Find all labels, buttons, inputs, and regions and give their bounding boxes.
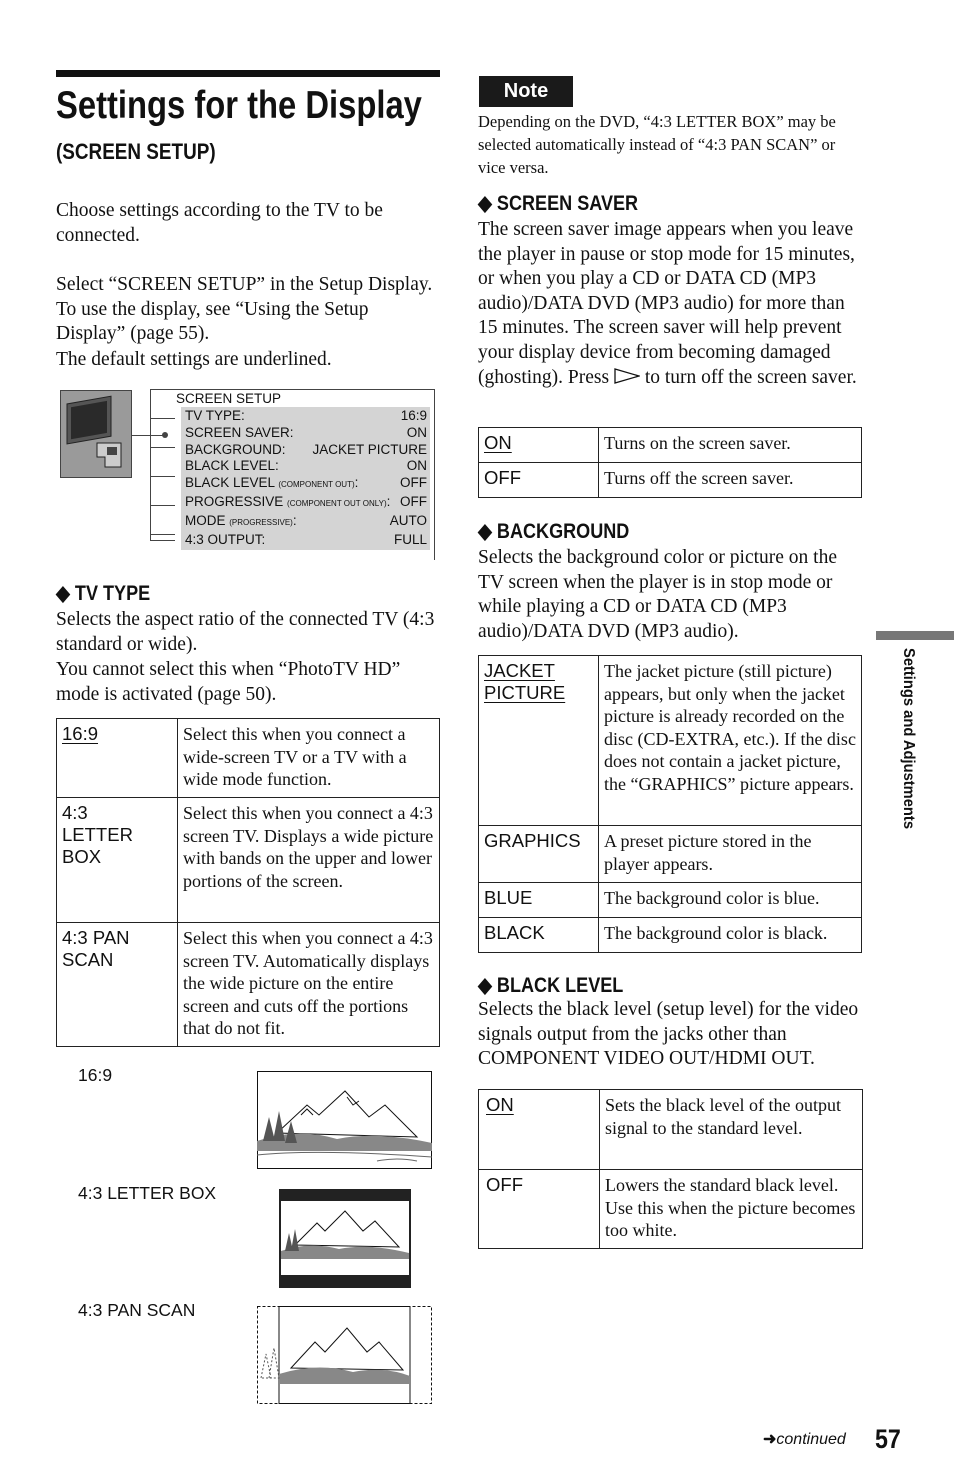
figure-label-16-9: 16:9 (78, 1065, 113, 1085)
connector-dot (162, 432, 168, 438)
diamond-bullet-icon: ◆ (478, 974, 492, 997)
option-on: ON (486, 1094, 514, 1115)
diamond-bullet-icon: ◆ (478, 520, 492, 543)
option-off[interactable]: OFF (479, 1170, 600, 1249)
menu-list (181, 407, 430, 550)
diamond-bullet-icon: ◆ (478, 192, 492, 215)
title-rule (56, 70, 440, 77)
menu-header: SCREEN SETUP (176, 391, 282, 406)
intro-paragraph: Choose settings according to the TV to be connected. (56, 200, 383, 246)
tv-type-text-1: Selects the aspect ratio of the connected TV (4:3 standard or wide). (56, 609, 435, 655)
menu-row-screen-saver[interactable]: SCREEN SAVER: ON (185, 424, 427, 440)
setup-display-illustration (60, 388, 440, 560)
table-row: GRAPHICS A preset picture stored in the player appears. (479, 826, 862, 883)
table-row: JACKET PICTURE The jacket picture (still picture) appears, but only when the jacket picture is already recorded on the disc (CD-EXTRA, etc.). If the disc does not contain a jacket picture, the “GRAPHICS” picture appears. (479, 656, 862, 826)
table-row: BLACK The background color is black. (479, 918, 862, 953)
menu-row-4-3-output[interactable]: 4:3 OUTPUT: FULL (185, 531, 427, 547)
pan-scan-figure (257, 1306, 432, 1404)
option-graphics[interactable]: GRAPHICS (479, 826, 599, 883)
side-tab-label: Settings and Adjustments (900, 648, 917, 830)
note-text: Depending on the DVD, “4:3 LETTER BOX” may be selected automatically instead of “4:3 PAN SCAN” or vice versa. (478, 112, 836, 177)
option-blue[interactable]: BLUE (479, 883, 599, 918)
background-table (478, 655, 862, 953)
table-row: 16:9 Select this when you connect a wide-screen TV or a TV with a wide mode function. (57, 719, 440, 798)
option-black[interactable]: BLACK (479, 918, 599, 953)
figure-label-letter-box: 4:3 LETTER BOX (78, 1183, 217, 1203)
screen-setup-icon (60, 390, 132, 478)
instruction-paragraph: Select “SCREEN SETUP” in the Setup Display. To use the display, see “Using the Setup Display” (page 55). (56, 274, 433, 345)
tv-type-heading: ◆ TV TYPE (56, 582, 151, 605)
menu-row-tv-type[interactable]: TV TYPE: 16:9 (185, 408, 427, 423)
menu-row-progressive[interactable]: PROGRESSIVE (COMPONENT OUT ONLY): OFF (185, 493, 427, 509)
arrow-right-icon: ➜ (763, 1431, 777, 1448)
page-subtitle: (SCREEN SETUP) (56, 139, 216, 164)
option-on: ON (484, 432, 512, 453)
option-16-9: 16:9 (62, 723, 99, 744)
table-row: OFF Lowers the standard black level. Use this when the picture becomes too white. (479, 1170, 863, 1249)
table-row: 4:3 PAN SCAN Select this when you connect a 4:3 screen TV. Automatically displays the wide picture on the entire screen and cuts off the portions that do not fit. (57, 923, 440, 1047)
black-level-heading: ◆ BLACK LEVEL (478, 974, 624, 997)
diamond-bullet-icon: ◆ (56, 582, 70, 605)
screen-saver-heading: ◆ SCREEN SAVER (478, 192, 639, 215)
letter-box-figure (279, 1189, 411, 1288)
menu-row-mode[interactable]: MODE (PROGRESSIVE): AUTO (185, 512, 427, 528)
screen-saver-table (478, 427, 862, 498)
table-row: OFF Turns off the screen saver. (479, 463, 862, 498)
table-row: 4:3 LETTER BOX Select this when you connect a 4:3 screen TV. Displays a wide picture with bands on the upper and lower portions of the screen. (57, 798, 440, 923)
wide-screen-figure (257, 1071, 432, 1169)
menu-row-black-level[interactable]: BLACK LEVEL: ON (185, 458, 427, 474)
black-level-text: Selects the black level (setup level) for the video signals output from the jacks other than COMPONENT VIDEO OUT/HDMI OUT. (478, 999, 859, 1070)
tv-type-table (56, 718, 440, 1047)
table-row: BLUE The background color is blue. (479, 883, 862, 918)
option-jacket-picture: JACKET PICTURE (484, 660, 566, 703)
option-off[interactable]: OFF (479, 463, 599, 498)
note-badge: Note (479, 76, 573, 107)
figure-label-pan-scan: 4:3 PAN SCAN (78, 1300, 196, 1320)
tv-type-text-2: You cannot select this when “PhotoTV HD” mode is activated (page 50). (56, 659, 401, 705)
play-button-icon (614, 368, 640, 384)
background-heading: ◆ BACKGROUND (478, 520, 630, 543)
background-text: Selects the background color or picture on the TV screen when the player is in stop mode or while playing a CD or DATA CD (MP3 audio)/DATA DVD (MP3 audio). (478, 547, 838, 642)
table-row: ON Turns on the screen saver. (479, 428, 862, 463)
option-pan-scan[interactable]: 4:3 PAN SCAN (57, 923, 178, 1047)
option-letter-box[interactable]: 4:3 LETTER BOX (57, 798, 178, 923)
menu-row-black-level-component[interactable]: BLACK LEVEL (COMPONENT OUT): OFF (185, 475, 427, 491)
menu-row-background[interactable]: BACKGROUND: JACKET PICTURE (185, 441, 427, 457)
black-level-table (478, 1089, 863, 1249)
page-title: Settings for the Display (56, 84, 422, 127)
connector-line (132, 435, 166, 436)
table-row: ON Sets the black level of the output signal to the standard level. (479, 1090, 863, 1170)
default-note: The default settings are underlined. (56, 349, 332, 370)
continued-marker: ➜continued (763, 1431, 846, 1448)
side-tab-bar (876, 631, 954, 640)
page-number: 57 (875, 1424, 901, 1454)
screen-saver-text: The screen saver image appears when you leave the player in pause or stop mode for 15 minutes, or when you play a CD or DATA CD (MP3 audio)/DATA DVD (MP3 audio) for more than 15 minutes. The screen saver will help prevent your display device from becoming damaged (ghosting). Press to turn off the screen saver. (478, 219, 857, 388)
menu-tabs (150, 389, 175, 541)
